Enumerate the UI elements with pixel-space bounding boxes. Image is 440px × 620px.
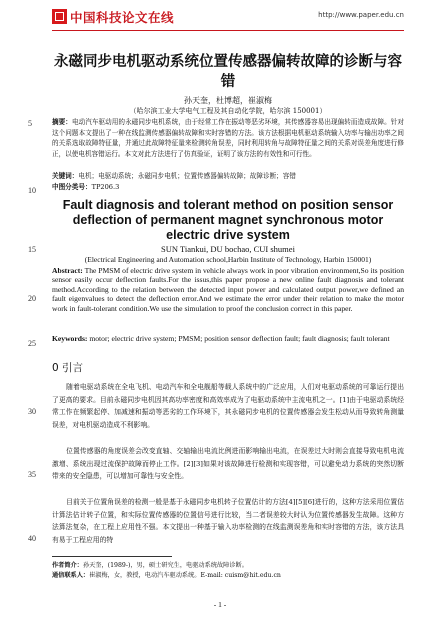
- line-number: 40: [28, 534, 36, 543]
- site-url[interactable]: http://www.paper.edu.cn: [318, 11, 404, 19]
- authors-en: SUN Tiankui, DU bochao, CUI shumei: [161, 244, 295, 254]
- site-logo-text: 中国科技论文在线: [70, 10, 175, 25]
- abstract-text-en: The PMSM of electric drive system in vehicle always work in poor vibration environment,So its position sensor easily occur deflection faults.For the issus,this paper propose a new online fault diagnosis and tolerant method.According to the relation between the detected input power and calculated output power,we defined an fault eigenvalues to detect the deflection error.And we estimate the error under their relation to make the motor work in fault-tolerant condition.We use the simulation to proof the conclusion correct in this paper.: [52, 266, 405, 313]
- footnote-contact-label: 通信联系人：: [52, 572, 90, 579]
- intro-paragraph-text: 随着电驱动系统在全电飞机、电动汽车和全电舰船等载人系统中的广泛应用，人们对电驱动系统的可靠运行提出了更高的要求。目前永磁同步电机因其高功率密度和高效率成为了电驱动系统中主流电机之一。[1]由于电驱动系统经常工作在频繁起停、加减速和振动等恶劣的工作环境下，其永磁同步电机的位置传感器会发生松动从而导致转角测量误差，对电机驱动造成不利影响。: [52, 383, 404, 429]
- intro-paragraph: [52, 445, 404, 483]
- keywords-label-en: Keywords:: [52, 334, 88, 343]
- line-number: 10: [28, 186, 36, 195]
- page-number: - 1 -: [213, 600, 227, 609]
- intro-paragraph-text: 目前关于位置角误差的检测一般是基于永磁同步电机转子位置估计的方法[4][5][6]进行的，这种方法采用位置估计算法估计转子位置，和实际位置传感器的位置信号进行比较，当二者误差较大时认为位置传感器发生故障。这种方法算法复杂，在工程上应用性不强。本文提出一种基于输入功率检测的在线监测误差角和实时容错的方法，该方法具有易于工程应用的特: [52, 498, 404, 544]
- authors-cn: 孙天奎，杜博超，崔淑梅: [184, 96, 272, 105]
- intro-paragraph: [52, 496, 404, 546]
- abstract-cn: [52, 117, 404, 159]
- clc-label: 中图分类号：: [52, 183, 92, 191]
- site-logo-icon: [52, 9, 67, 24]
- footnote-contact: [52, 571, 404, 580]
- keywords-text-cn: 电机；电驱动系统；永磁同步电机；位置传感器偏转故障；故障诊断；容错: [78, 172, 296, 180]
- intro-paragraph: [52, 381, 404, 431]
- section-heading-intro: 0 引言: [52, 362, 84, 374]
- footnote-rule: [52, 556, 172, 557]
- masthead-rule: [52, 30, 404, 31]
- footnote-bio-label: 作者简介：: [52, 562, 83, 569]
- abstract-en: [52, 266, 404, 313]
- line-number: 30: [28, 407, 36, 416]
- keywords-cn: [52, 170, 404, 180]
- clc-number: [52, 181, 404, 191]
- abstract-label-en: Abstract:: [52, 266, 83, 275]
- line-number: 5: [28, 119, 32, 128]
- keywords-text-en: motor; electric drive system; PMSM; position sensor deflection fault; fault diagnosis; fault tolerant: [89, 334, 390, 343]
- keywords-en: [52, 334, 404, 343]
- paper-title-en: Fault diagnosis and tolerant method on position sensor deflection of permanent magnet synchronous motor electric drive system: [62, 198, 394, 242]
- footnote-bio: [52, 561, 404, 570]
- intro-paragraph-text: 位置传感器的角度误差会改变直轴、交轴输出电流比例进而影响输出电流，在误差过大时则会直接导致电机电流激增、系统出现过流保护故障而停止工作。[2][3]如果对该故障进行检测和实现容错，可以避免动力系统的突然切断带来的安全隐患，可以增加可靠性与安全性。: [52, 447, 404, 481]
- abstract-text-cn: 电动汽车驱动用的永磁同步电机系统，由于经常工作在振动等恶劣环境，其传感器容易出现偏转而造成故障。针对这个问题本文提出了一种在线监测传感器偏转故障和实时容错的方法。该方法根据电机驱动系统输入功率与输出功率之间的关系选取故障特征量，并通过此故障特征量来检测转角误差，同时利用转角与故障特征量之间的关系对误差角度进行修正，以使电机容错运行。本文对此方法进行了仿真验证，证明了该方法的有效性和可行性。: [52, 118, 405, 158]
- footnote-bio-text: 孙天奎，(1989-)，男，硕士研究生，电驱动系统故障诊断。: [82, 562, 248, 569]
- line-number: 20: [28, 294, 36, 303]
- clc-value: TP206.3: [91, 183, 120, 191]
- abstract-label-cn: 摘要：: [52, 118, 72, 126]
- keywords-label-cn: 关键词：: [52, 172, 79, 180]
- masthead: [52, 8, 404, 34]
- footnote-contact-text[interactable]: 崔淑梅，女，教授，电动汽车驱动系统。E-mail: cuism@hit.edu.cn: [89, 572, 281, 579]
- affiliation-cn: （哈尔滨工业大学电气工程及其自动化学院，哈尔滨 150001）: [129, 107, 327, 115]
- line-number: 25: [28, 339, 36, 348]
- line-number: 15: [28, 245, 36, 254]
- paper-title-cn: 永磁同步电机驱动系统位置传感器偏转故障的诊断与容错: [54, 54, 402, 90]
- affiliation-en: (Electrical Engineering and Automation school,Harbin Institute of Technology, Harbin 150001): [84, 255, 372, 264]
- line-number: 35: [28, 470, 36, 479]
